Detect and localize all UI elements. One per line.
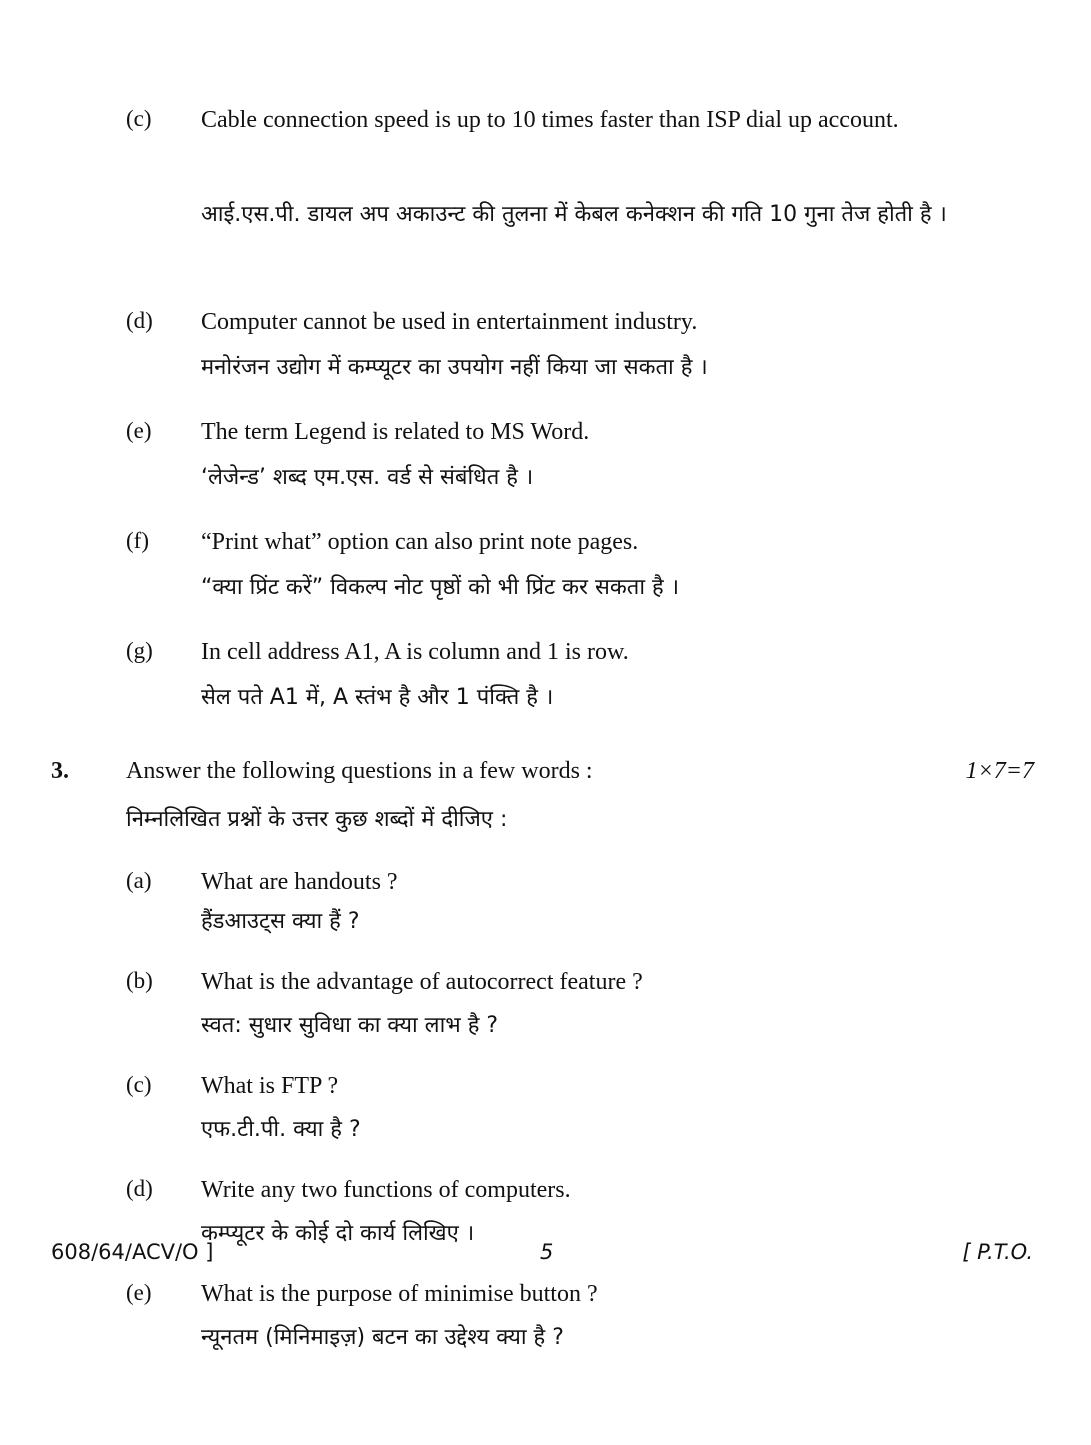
item-label: (e) <box>126 1280 152 1305</box>
item-label: (b) <box>126 968 153 993</box>
item-label: (c) <box>126 1072 152 1097</box>
item-text-english: What is the purpose of minimise button ? <box>201 1281 598 1307</box>
item-label: (f) <box>126 528 149 553</box>
item-text-hindi: हैंडआउट्स क्या हैं ? <box>201 909 360 934</box>
item-text-hindi: सेल पते A1 में, A स्तंभ है और 1 पंक्ति है । <box>201 685 554 710</box>
item-text-hindi: ‘लेजेन्ड’ शब्द एम.एस. वर्ड से संबंधित है । <box>201 465 534 490</box>
item-text-english: In cell address A1, A is column and 1 is row. <box>201 639 629 665</box>
item-label: (d) <box>126 1176 153 1201</box>
item-text-hindi: न्यूनतम (मिनिमाइज़) बटन का उद्देश्य क्या है ? <box>201 1325 564 1350</box>
page-number: 5 <box>540 1240 554 1264</box>
item-label: (g) <box>126 638 153 663</box>
question-number: 3. <box>51 758 69 784</box>
item-text-english: “Print what” option can also print note pages. <box>201 529 639 555</box>
question-marks: 1×7=7 <box>965 758 1034 784</box>
item-label: (e) <box>126 418 152 443</box>
item-text-english: The term Legend is related to MS Word. <box>201 419 590 445</box>
question-instruction-hindi: निम्नलिखित प्रश्नों के उत्तर कुछ शब्दों में दीजिए : <box>126 807 508 832</box>
item-text-english: What is the advantage of autocorrect feature ? <box>201 969 643 995</box>
item-label: (c) <box>126 106 152 131</box>
item-text-english: What are handouts ? <box>201 869 398 895</box>
item-text-hindi: कम्प्यूटर के कोई दो कार्य लिखिए । <box>201 1221 475 1246</box>
item-label: (a) <box>126 868 152 893</box>
item-text-hindi: आई.एस.पी. डायल अप अकाउन्ट की तुलना में केबल कनेक्शन की गति 10 गुना तेज होती है । <box>201 202 947 227</box>
item-text-english: Cable connection speed is up to 10 times faster than ISP dial up account. <box>201 107 899 133</box>
question-instruction-english: Answer the following questions in a few words : <box>126 758 593 784</box>
item-text-hindi: स्वत: सुधार सुविधा का क्या लाभ है ? <box>201 1013 499 1038</box>
item-text-hindi: एफ.टी.पी. क्या है ? <box>201 1117 361 1142</box>
item-text-hindi: “क्या प्रिंट करें” विकल्प नोट पृष्ठों को भी प्रिंट कर सकता है । <box>201 575 680 600</box>
item-text-english: What is FTP ? <box>201 1073 339 1099</box>
pto-note: [ P.T.O. <box>962 1240 1033 1264</box>
item-text-english: Write any two functions of computers. <box>201 1177 571 1203</box>
item-label: (d) <box>126 308 153 333</box>
paper-code: 608/64/ACV/O ] <box>51 1240 214 1264</box>
item-text-english: Computer cannot be used in entertainment industry. <box>201 309 698 335</box>
item-text-hindi: मनोरंजन उद्योग में कम्प्यूटर का उपयोग नहीं किया जा सकता है । <box>201 355 708 380</box>
